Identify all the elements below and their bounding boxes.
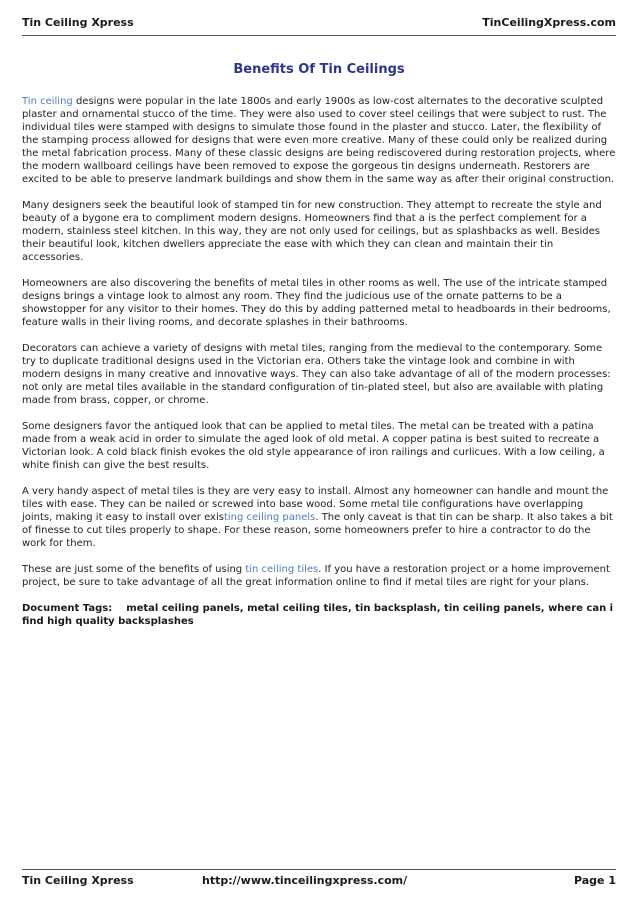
paragraph-7-text-before: These are just some of the benefits of using xyxy=(22,564,246,575)
page-header xyxy=(22,16,616,29)
document-tags-label: Document Tags: xyxy=(22,603,113,614)
document-tags-value: metal ceiling panels, metal ceiling tiles, tin backsplash, tin ceiling panels, where can i find high quality backsplashes xyxy=(22,603,614,627)
footer-divider xyxy=(22,869,616,870)
paragraph-3: Homeowners are also discovering the benefits of metal tiles in other rooms as well. The use of the intricate stamped designs brings a vintage look to almost any room. They find the judicious use of the ornate patterns to be a showstopper for any visitor to their homes. They do this by adding patterned metal to headboards in their bedrooms, feature walls in their living rooms, and decorate splashes in their bathrooms. xyxy=(22,278,611,328)
ceiling-panels-link[interactable]: ting ceiling panels xyxy=(223,512,316,523)
tin-ceiling-link[interactable]: Tin ceiling xyxy=(22,96,73,107)
paragraph-6-text-before: A very handy aspect of metal tiles is they are very easy to install. Almost any homeowner can handle and mount the tiles with ease. They can be nailed or screwed into base wood. Some metal tile configurations have overlapping joints, making it easy to install over exis xyxy=(22,486,609,523)
paragraph-5: Some designers favor the antiqued look that can be applied to metal tiles. The metal can be treated with a patina made from a weak acid in order to simulate the aged look of old metal. A copper patina is best suited to recreate a Victorian look. A cold black finish evokes the old style appearance of iron railings and curlicues. With a low ceiling, a white finish can give the best results. xyxy=(22,421,605,471)
paragraph-6-text-after: . The only caveat is that tin can be sharp. It also takes a bit of finesse to cut tiles properly to shape. For these reason, some homeowners prefer to hire a contractor to do the work for them. xyxy=(22,512,613,549)
paragraph-1-text: designs were popular in the late 1800s and early 1900s as low-cost alternates to the decorative sculpted plaster and ornamental stucco of the time. They were also used to cover steel ceilings that were subject to rust. The individual tiles were stamped with designs to simulate those found in the plaster and stucco. Later, the flexibility of the stamping process allowed for designs that were even more creative. Many of these could only be realized during the metal fabrication process. Many of these classic designs are being rediscovered during restoration projects, where the modern wallboard ceilings have been removed to expose the gorgeous tin designs underneath. Restorers are excited to be able to preserve landmark buildings and show them in the same way as after their original construction. xyxy=(22,96,616,185)
paragraph-4: Decorators can achieve a variety of designs with metal tiles, ranging from the medieval to the contemporary. Some try to duplicate traditional designs used in the Victorian era. Others take the vintage look and combine in with modern designs in many creative and innovative ways. They can also take advantage of all of the modern processes: not only are metal tiles available in the standard configuration of tin-plated steel, but also are available with plating made from brass, copper, or chrome. xyxy=(22,343,611,406)
page-number: Page 1 xyxy=(573,874,616,887)
header-divider xyxy=(22,35,616,36)
document-tags xyxy=(22,602,616,628)
page-footer xyxy=(22,874,616,888)
header-site-name: Tin Ceiling Xpress xyxy=(22,16,134,29)
article-body xyxy=(22,95,616,628)
paragraph-7 xyxy=(22,563,616,589)
paragraph-1 xyxy=(22,95,616,186)
tin-ceiling-tiles-link[interactable]: tin ceiling tiles xyxy=(245,564,319,575)
paragraph-2: Many designers seek the beautiful look of stamped tin for new construction. They attempt to recreate the style and beauty of a bygone era to compliment modern designs. Homeowners find that a is the perfect complement for a modern, stainless steel kitchen. In this way, they are not only used for ceilings, but as splashbacks as well. Besides their beautiful look, kitchen dwellers appreciate the ease with which they can clean and maintain their tin accessories. xyxy=(22,200,602,263)
header-domain: TinCeilingXpress.com xyxy=(482,16,616,29)
paragraph-7-text-after: . If you have a restoration project or a home improvement project, be sure to take advantage of all the great information online to find if metal tiles are right for your plans. xyxy=(22,564,610,588)
page-title: Benefits Of Tin Ceilings xyxy=(233,62,405,77)
footer-site-name: Tin Ceiling Xpress xyxy=(22,874,134,887)
footer-url[interactable]: http://www.tinceilingxpress.com/ xyxy=(202,874,408,887)
paragraph-6 xyxy=(22,485,616,550)
